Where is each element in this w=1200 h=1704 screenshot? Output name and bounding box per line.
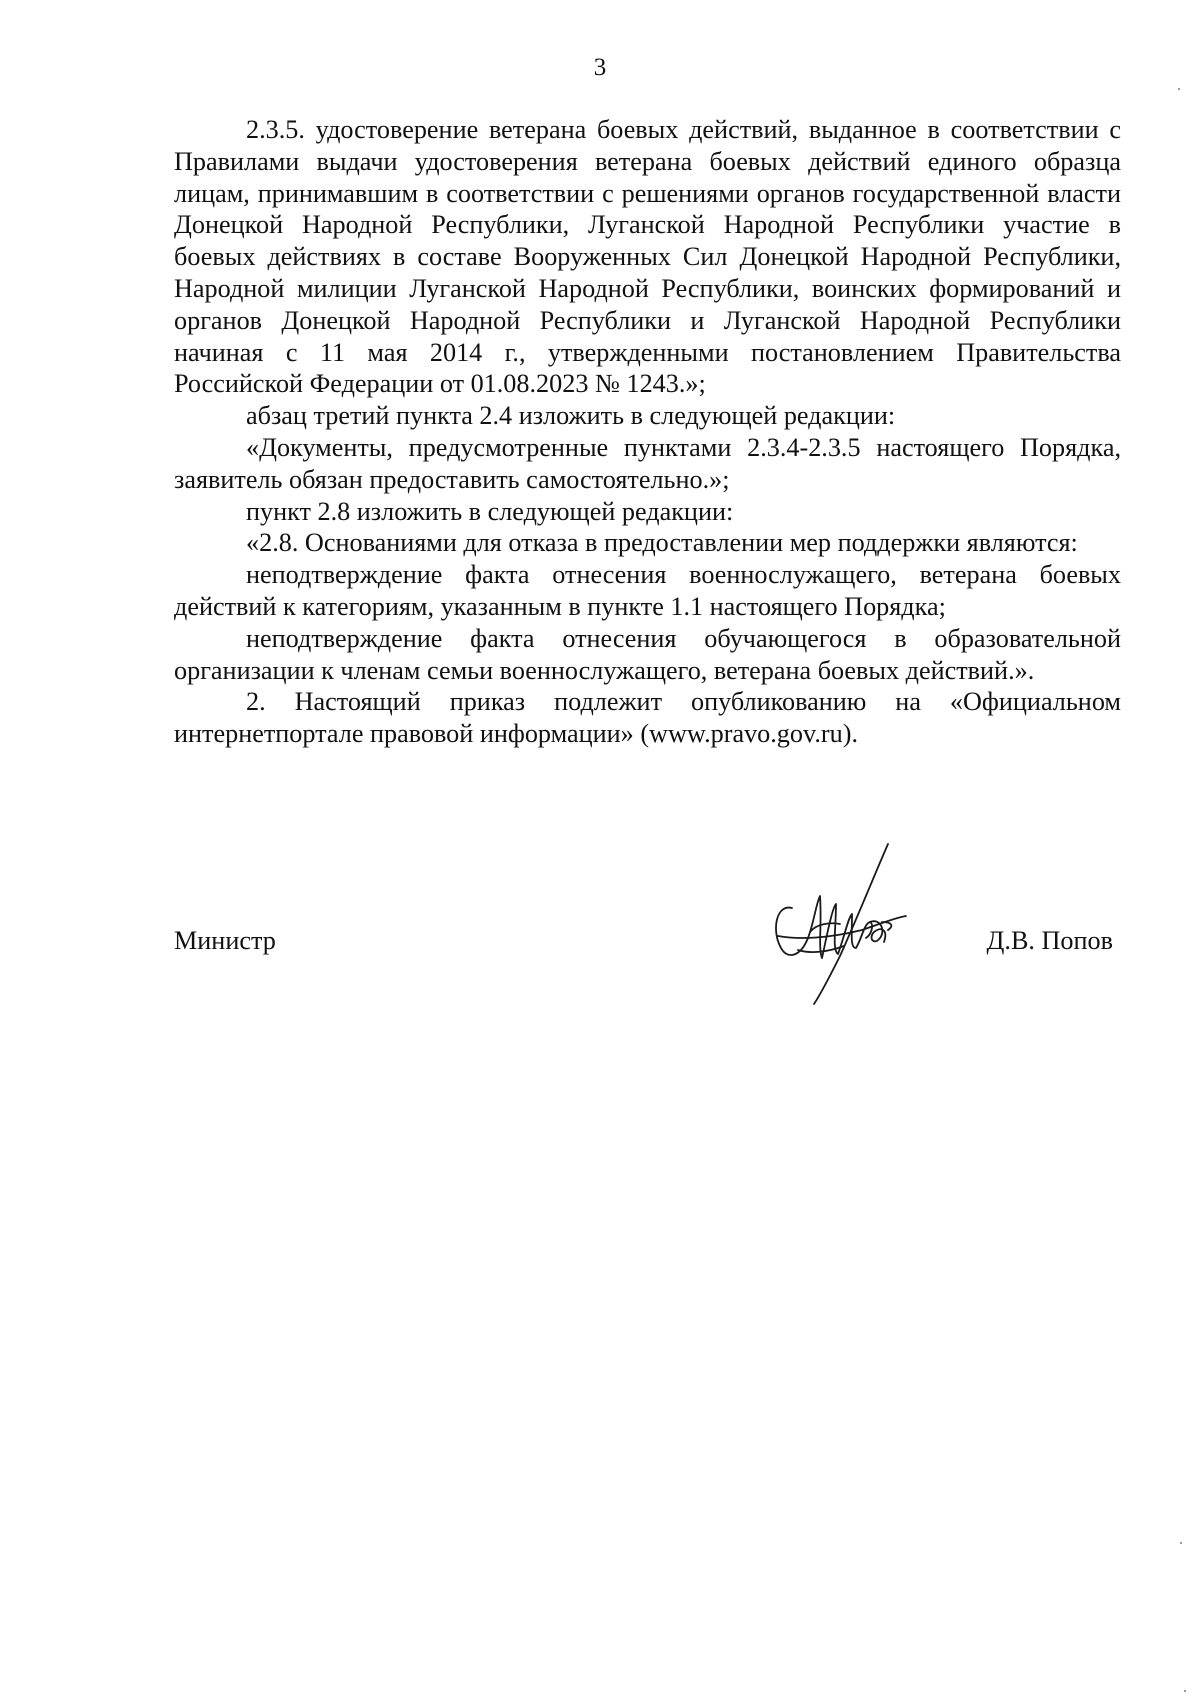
paragraph-refusal-ground-2: неподтверждение факта отнесения обучающегося в образовательной организации к членам семьи военнослужащего, ветерана боевых действий.». bbox=[174, 623, 1121, 685]
paragraph-amendment-2-8: пункт 2.8 изложить в следующей редакции: bbox=[246, 496, 734, 526]
signer-name: Д.В. Попов bbox=[986, 926, 1113, 955]
scan-speck bbox=[1184, 1690, 1186, 1692]
paragraph-refusal-ground-1: неподтверждение факта отнесения военнослужащего, ветерана боевых действий к категориям, указанным в пункте 1.1 настоящего Порядка; bbox=[174, 560, 1121, 621]
scan-speck bbox=[1180, 1542, 1182, 1544]
paragraph-2-3-5: 2.3.5. удостоверение ветерана боевых действий, выданное в соответствии с Правилами выдачи удостоверения ветерана боевых действий единого образца лицам, принимавшим в соответствии с решениями органов государственной власти Донецкой Народной Республики, Луганской Народной Республики участие в боевых действиях в составе Вооруженных Сил Донецкой Народной Республики, Народной милиции Луганской Народной Республики, воинских формирований и органов Донецкой Народной Республики и Луганской Народной Республики начиная с 11 мая 2014 г., утвержденными постановлением Правительства Российской Федерации от 01.08.2023 № 1243.»; bbox=[174, 115, 1121, 399]
signature-graphic bbox=[770, 838, 930, 1008]
position-title: Министр bbox=[174, 926, 276, 955]
paragraph-amendment-2-4: абзац третий пункта 2.4 изложить в следующей редакции: bbox=[246, 401, 896, 431]
document-body bbox=[174, 114, 1121, 750]
handwritten-signature bbox=[770, 838, 930, 1008]
scan-speck bbox=[1178, 88, 1180, 90]
page-number: 3 bbox=[593, 54, 607, 81]
signature-block bbox=[174, 923, 1121, 959]
paragraph-2-8-refusal-grounds: «2.8. Основаниями для отказа в предоставлении мер поддержки являются: bbox=[246, 528, 1078, 558]
paragraph-documents-provided: «Документы, предусмотренные пунктами 2.3.4-2.3.5 настоящего Порядка, заявитель обязан предоставить самостоятельно.»; bbox=[174, 432, 1121, 494]
paragraph-publication-order: 2. Настоящий приказ подлежит опубликованию на «Официальном интернетпортале правовой информации» (www.pravo.gov.ru). bbox=[174, 687, 1121, 749]
